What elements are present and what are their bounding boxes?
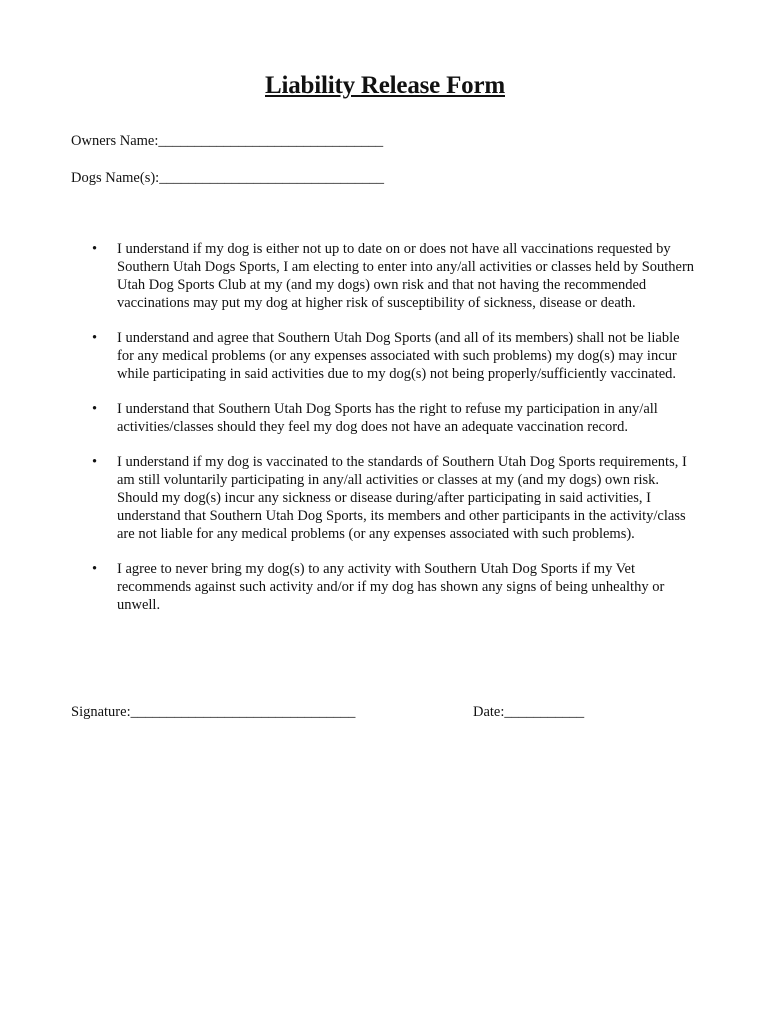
owners-name-field: Owners Name:_______________________________ [71,133,384,149]
signature-field: Signature:_______________________________ [71,704,356,720]
bullet-icon: • [92,454,98,470]
list-item-text: I understand that Southern Utah Dog Sports has the right to refuse my participation in any/all activities/classes should they feel my dog does not have an adequate vaccination record. [117,401,658,435]
bullet-icon: • [92,241,98,257]
dogs-names-field: Dogs Name(s):_______________________________ [71,170,384,186]
bullet-icon: • [92,561,98,577]
list-item-text: I understand if my dog is either not up to date on or does not have all vaccinations requested by Southern Utah Dogs Sports, I am electing to enter into any/all activities or classes held by Southern Utah Dog Sports Club at my (and my dogs) own risk and that not having the recommended vaccinations may put my dog at higher risk of susceptibility of sickness, disease or death. [117,241,695,311]
page-title: Liability Release Form [265,72,505,99]
bullet-icon: • [92,330,98,346]
list-item [90,560,700,614]
list-item [90,329,700,383]
list-item [90,240,700,312]
list-item [90,453,700,543]
list-item-text: I understand if my dog is vaccinated to the standards of Southern Utah Dog Sports requirements, I am still voluntarily participating in any/all activities or classes at my (and my dogs) own risk. Should my dog(s) incur any sickness or disease during/after participating in said activities, I understand that Southern Utah Dog Sports, its members and other participants in the activity/class are not liable for any medical problems (or any expenses associated with such problems). [117,454,687,542]
release-terms-list [90,240,700,631]
list-item [90,400,700,436]
bullet-icon: • [92,401,98,417]
list-item-text: I understand and agree that Southern Utah Dog Sports (and all of its members) shall not be liable for any medical problems (or any expenses associated with such problems) my dog(s) may incur while participating in said activities due to my dog(s) not being properly/sufficiently vaccinated. [117,330,680,382]
list-item-text: I agree to never bring my dog(s) to any activity with Southern Utah Dog Sports if my Vet recommends against such activity and/or if my dog has shown any signs of being unhealthy or unwell. [117,561,665,613]
date-field: Date:___________ [473,704,585,720]
